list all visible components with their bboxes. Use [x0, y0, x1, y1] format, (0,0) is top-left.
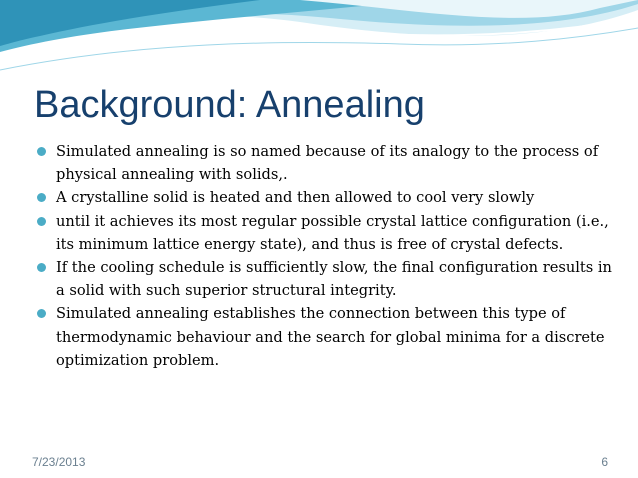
- bullet-item: [36, 140, 616, 186]
- slide-number: 6: [601, 455, 608, 469]
- bullet-dot-icon: [37, 309, 46, 318]
- bullet-dot-icon: [37, 217, 46, 226]
- bullet-item: [36, 302, 616, 372]
- bullet-item: [36, 186, 616, 209]
- bullet-dot-icon: [37, 263, 46, 272]
- header-wave-decoration: [0, 0, 638, 80]
- bullet-text: If the cooling schedule is sufficiently slow, the final configuration results in a solid with such superior structural integrity.: [56, 259, 612, 300]
- bullet-item: [36, 210, 616, 256]
- bullet-list: [36, 140, 616, 372]
- bullet-text: until it achieves its most regular possible crystal lattice configuration (i.e., its minimum lattice energy state), and thus is free of crystal defects.: [56, 212, 609, 253]
- slide-title: Background: Annealing: [34, 84, 425, 126]
- bullet-dot-icon: [37, 193, 46, 202]
- bullet-text: Simulated annealing is so named because of its analogy to the process of physical annealing with solids,.: [56, 143, 599, 184]
- bullet-text: Simulated annealing establishes the connection between this type of thermodynamic behaviour and the search for global minima for a discrete optimization problem.: [56, 305, 605, 369]
- footer-date: 7/23/2013: [32, 455, 86, 469]
- bullet-dot-icon: [37, 147, 46, 156]
- bullet-text: A crystalline solid is heated and then allowed to cool very slowly: [56, 189, 535, 207]
- bullet-item: [36, 256, 616, 302]
